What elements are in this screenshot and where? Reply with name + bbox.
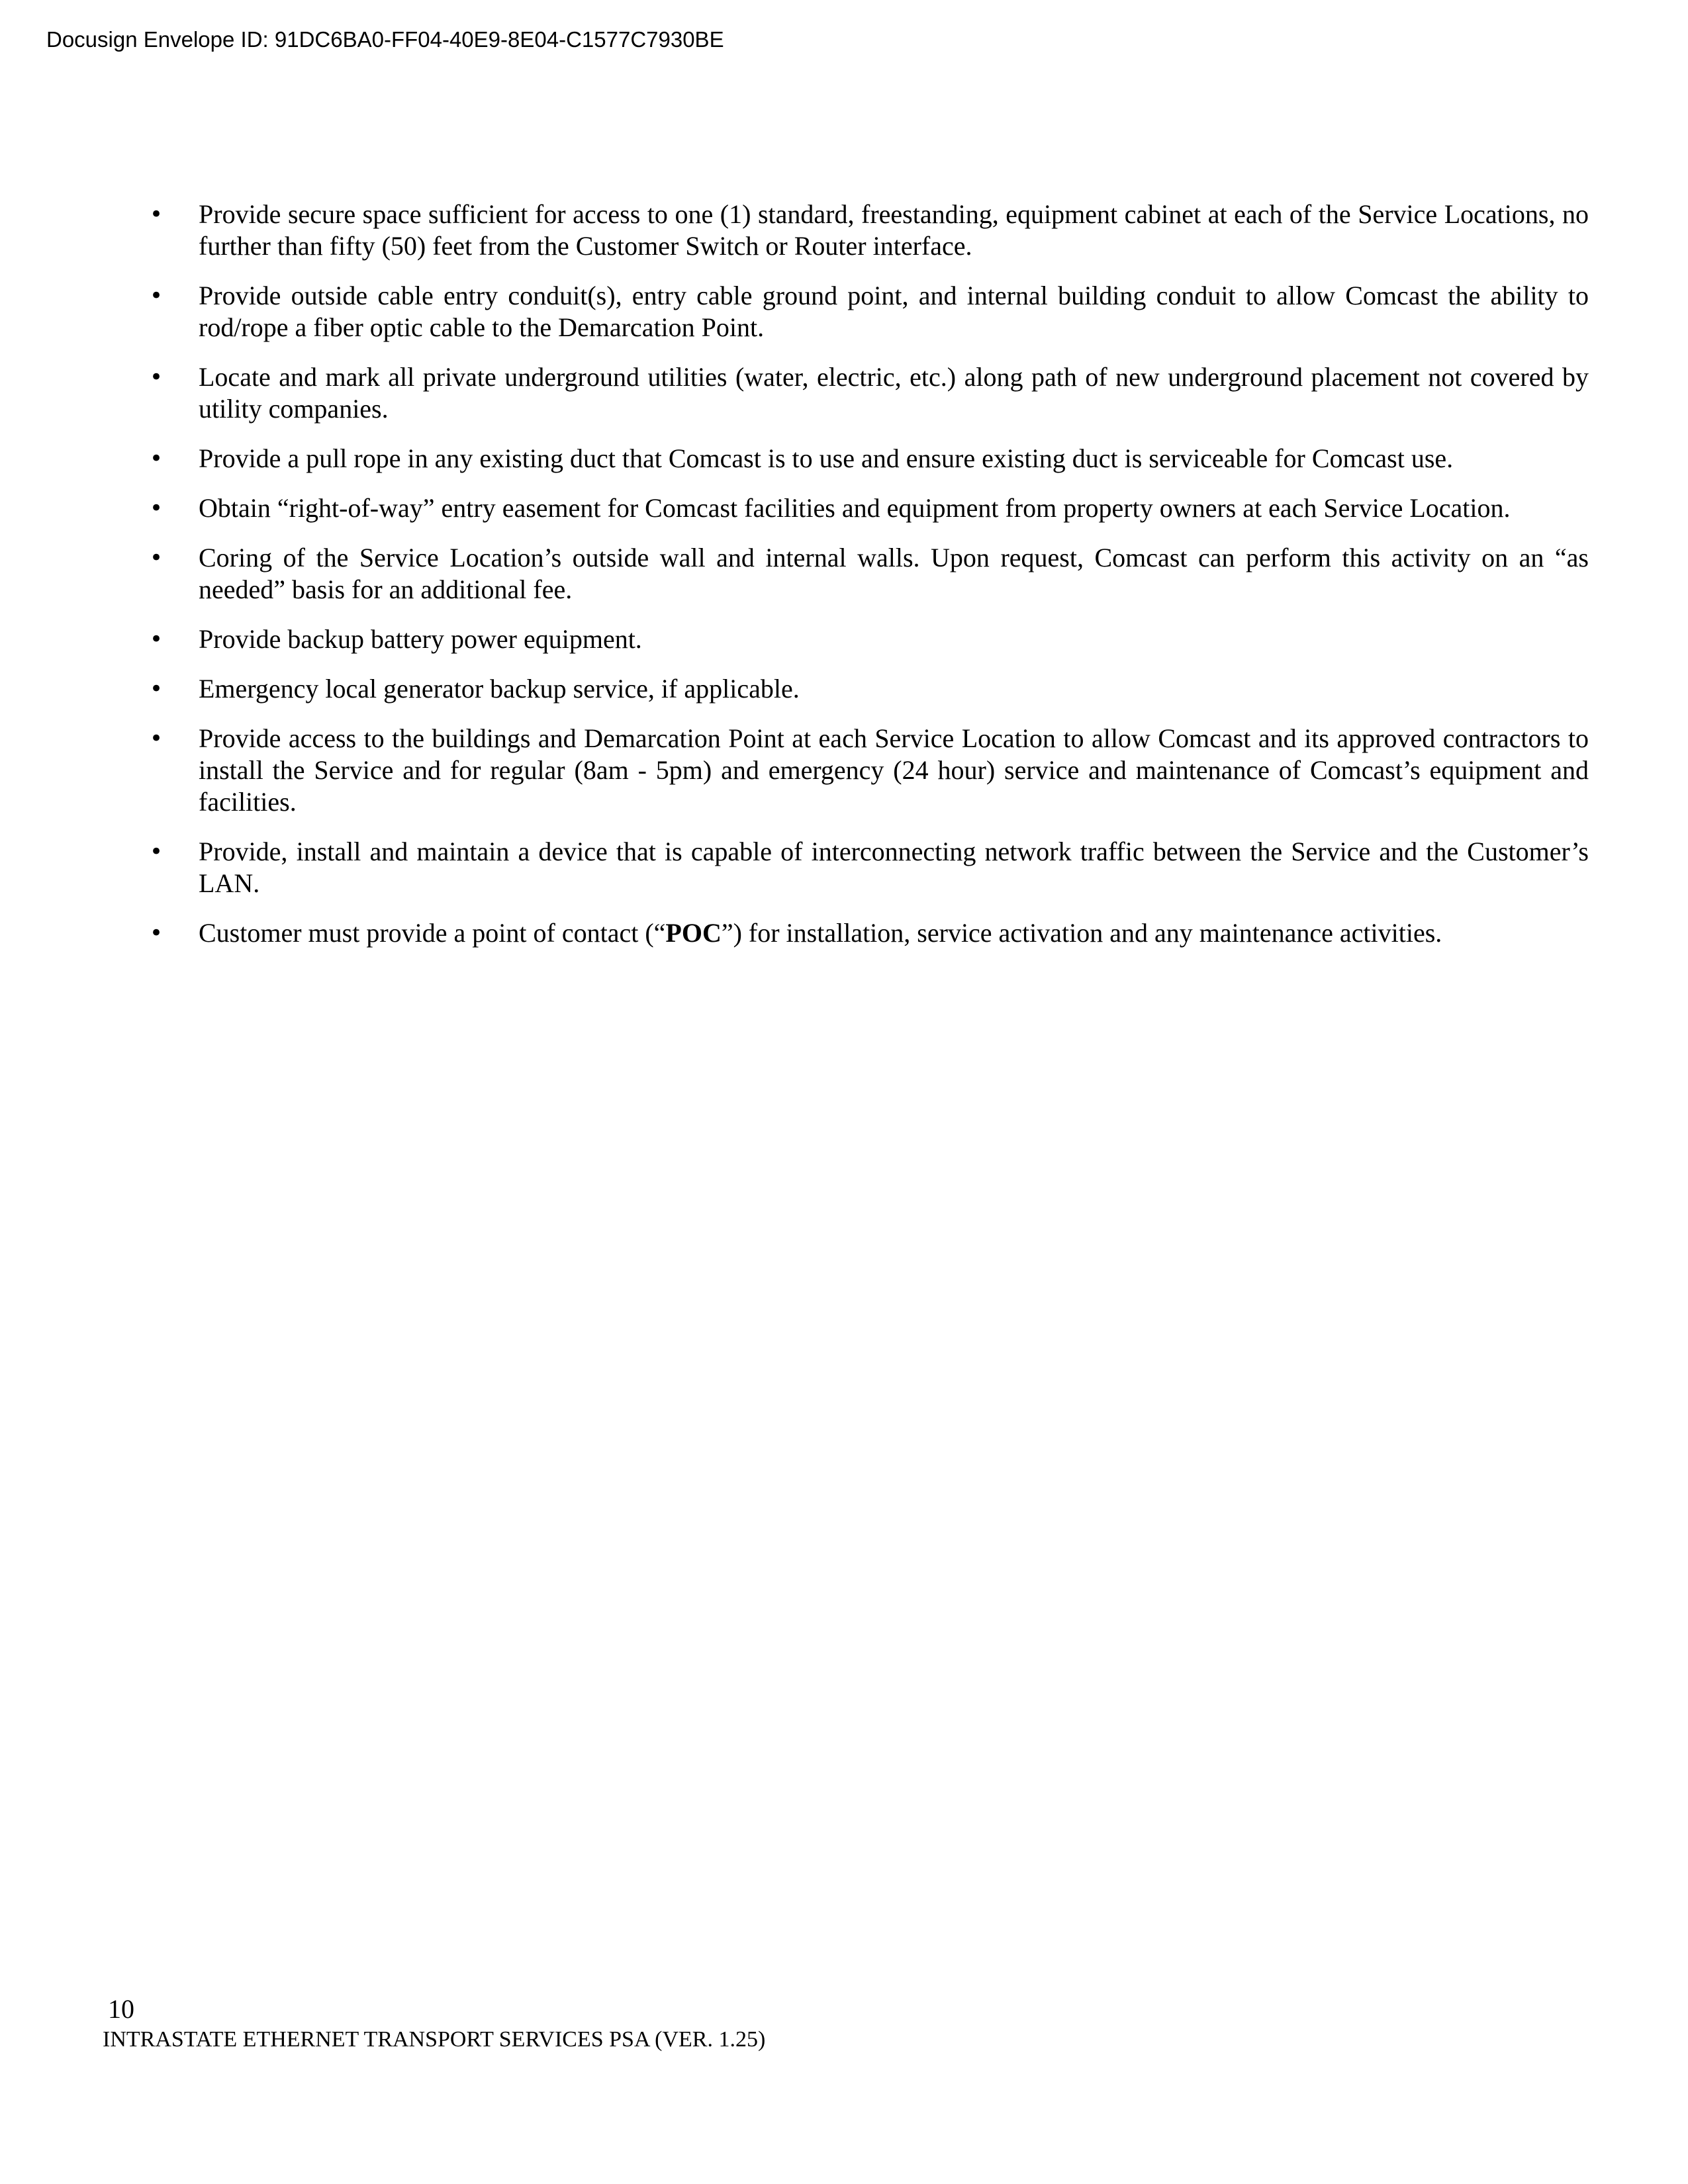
list-item [139,492,1589,524]
bullet-icon: • [150,839,164,865]
list-item [139,723,1589,818]
bullet-icon: • [150,545,164,571]
list-item-text: Locate and mark all private underground utilities (water, electric, etc.) along path of new underground placement not covered by utility companies. [199,362,1589,424]
requirements-list [139,199,1589,967]
list-item-text: Provide a pull rope in any existing duct that Comcast is to use and ensure existing duct is serviceable for Comcast use. [199,443,1454,473]
list-item [139,443,1589,475]
list-item-text: Obtain “right-of-way” entry easement for Comcast facilities and equipment from property owners at each Service Location. [199,493,1511,523]
list-item-text [199,918,1442,948]
list-item [139,361,1589,425]
list-item-text: Provide access to the buildings and Demarcation Point at each Service Location to allow Comcast and its approved contractors to install the Service and for regular (8am - 5pm) and emergency (24 hour) service and maintenance of Comcast’s equipment and facilities. [199,723,1589,817]
bullet-icon: • [150,445,164,472]
list-item [139,836,1589,899]
bullet-icon: • [150,626,164,653]
list-item [139,542,1589,606]
list-item [139,673,1589,705]
bullet-icon: • [150,676,164,702]
poc-term: POC [665,918,722,948]
footer-document-title: INTRASTATE ETHERNET TRANSPORT SERVICES PSA (VER. 1.25) [103,2027,766,2052]
list-item [139,199,1589,262]
list-item-text: Provide secure space sufficient for access to one (1) standard, freestanding, equipment cabinet at each of the Service Locations, no further than fifty (50) feet from the Customer Switch or Router interface. [199,199,1589,261]
list-item [139,623,1589,655]
list-item-text: Emergency local generator backup service, if applicable. [199,674,800,704]
list-item [139,280,1589,343]
bullet-icon: • [150,725,164,752]
bullet-icon: • [150,201,164,228]
bullet-icon: • [150,495,164,522]
list-item-text: Provide outside cable entry conduit(s), entry cable ground point, and internal building conduit to allow Comcast the ability to rod/rope a fiber optic cable to the Demarcation Point. [199,281,1589,342]
docusign-envelope-id: Docusign Envelope ID: 91DC6BA0-FF04-40E9-8E04-C1577C7930BE [46,27,724,52]
bullet-icon: • [150,364,164,390]
list-item [139,917,1589,949]
list-item-text: Provide backup battery power equipment. [199,624,642,654]
poc-text-after: ”) for installation, service activation and any maintenance activities. [721,918,1442,948]
bullet-icon: • [150,920,164,946]
bullet-icon: • [150,283,164,309]
poc-text-before: Customer must provide a point of contact (“ [199,918,666,948]
page-number: 10 [108,1994,134,2024]
list-item-text: Coring of the Service Location’s outside wall and internal walls. Upon request, Comcast can perform this activity on an “as needed” basis for an additional fee. [199,543,1589,604]
list-item-text: Provide, install and maintain a device that is capable of interconnecting network traffic between the Service and the Customer’s LAN. [199,837,1589,898]
